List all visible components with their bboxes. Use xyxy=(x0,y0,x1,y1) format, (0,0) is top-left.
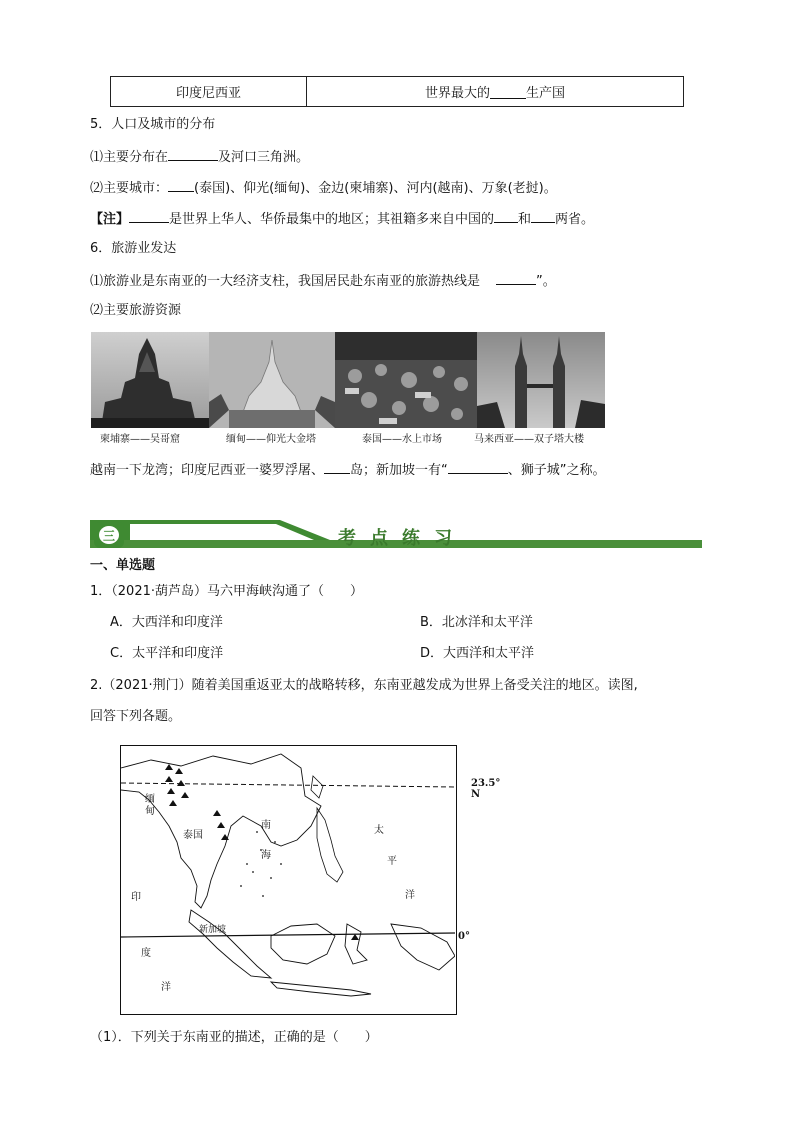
photo-shwedagon-pagoda xyxy=(209,332,335,428)
table-cell-fact xyxy=(307,77,683,106)
fact-prefix: 世界最大的 xyxy=(424,86,490,101)
section-5-heading: 5．人口及城市的分布 xyxy=(90,117,216,132)
note-label: 【注】 xyxy=(90,212,130,227)
photo-caption: 缅甸——仰光大金塔 xyxy=(226,434,316,445)
s5-line-1 xyxy=(90,147,309,167)
map-label: 平 xyxy=(387,856,397,867)
tropic-label: 23.5° N xyxy=(471,778,501,800)
answer-blank[interactable] xyxy=(168,147,218,161)
answer-blank[interactable] xyxy=(494,209,518,223)
text: ⑵主要城市： xyxy=(90,181,169,196)
s6-summary xyxy=(90,460,606,480)
photo-petronas-towers xyxy=(477,332,605,428)
map-label: 太 xyxy=(374,825,384,836)
text: 和 xyxy=(518,212,532,227)
tourism-photos xyxy=(91,332,605,428)
text: 、狮子城”之称。 xyxy=(507,463,606,478)
option-a[interactable]: A．大西洋和印度洋 xyxy=(110,615,223,630)
s6-line-1 xyxy=(90,271,556,291)
singapore-label: 新加坡 xyxy=(199,925,227,935)
equator-label: 0° xyxy=(458,931,470,942)
text: 越南一下龙湾；印度尼西亚一婆罗浮屠、 xyxy=(90,463,325,478)
text: ⑴旅游业是东南亚的一大经济支柱，我国居民赴东南亚的旅游热线是 xyxy=(90,274,481,289)
text: ”。 xyxy=(536,274,556,289)
text: 两省。 xyxy=(555,212,595,227)
map-label: 洋 xyxy=(161,982,171,993)
map-label: 缅 xyxy=(145,794,155,805)
text: (泰国)、仰光(缅甸)、金边(柬埔寨)、河内(越南)、万象(老挝)。 xyxy=(194,181,557,196)
map-label: 海 xyxy=(261,850,271,861)
answer-blank[interactable] xyxy=(531,209,555,223)
answer-blank[interactable] xyxy=(168,178,194,192)
section-banner xyxy=(90,518,702,552)
map-label: 南 xyxy=(261,820,271,831)
section-6-heading: 6．旅游业发达 xyxy=(90,241,177,256)
s5-note xyxy=(90,209,594,229)
country-text: 印度尼西亚 xyxy=(175,86,241,101)
option-b[interactable]: B．北冰洋和太平洋 xyxy=(420,615,533,630)
q2-sub-question-1: （1）．下列关于东南亚的描述，正确的是（ ） xyxy=(90,1030,378,1045)
photo-caption: 泰国——水上市场 xyxy=(362,434,442,445)
southeast-asia-map xyxy=(120,745,501,1015)
option-c[interactable]: C．太平洋和印度洋 xyxy=(110,646,224,661)
answer-blank[interactable] xyxy=(324,460,350,474)
map-label: 印 xyxy=(131,892,141,903)
answer-blank[interactable] xyxy=(490,85,526,99)
q2-stem-line-1: 2.（2021·荆门）随着美国重返亚太的战略转移，东南亚越发成为世界上备受关注的地区。读图, xyxy=(90,678,638,693)
s5-line-2 xyxy=(90,178,557,198)
map-label: 泰国 xyxy=(183,830,203,841)
map-label: 甸 xyxy=(145,806,155,817)
text: 是世界上华人、华侨最集中的地区；其祖籍多来自中国的 xyxy=(169,212,495,227)
q1-stem: 1．（2021·葫芦岛）马六甲海峡沟通了（ ） xyxy=(90,584,363,599)
s6-line-2: ⑵主要旅游资源 xyxy=(90,303,182,318)
text: ⑴主要分布在 xyxy=(90,150,169,165)
answer-blank[interactable] xyxy=(496,271,536,285)
section-title: 一、单选题 xyxy=(90,558,156,573)
badge-number: 三 xyxy=(99,526,119,544)
photo-angkor-wat xyxy=(91,332,209,428)
photo-caption: 马来西亚——双子塔大楼 xyxy=(474,434,584,445)
photo-caption: 柬埔寨——吴哥窟 xyxy=(100,434,180,445)
text: 及河口三角洲。 xyxy=(218,150,310,165)
photo-floating-market xyxy=(335,332,477,428)
banner-title: 考点练习 xyxy=(338,528,466,549)
q2-stem-line-2: 回答下列各题。 xyxy=(90,709,182,724)
table-cell-country xyxy=(111,77,307,106)
option-d[interactable]: D．大西洋和太平洋 xyxy=(420,646,535,661)
map-label: 度 xyxy=(141,948,151,959)
section-number-badge xyxy=(94,522,124,548)
map-label: 洋 xyxy=(405,890,415,901)
answer-blank[interactable] xyxy=(129,209,169,223)
fact-suffix: 生产国 xyxy=(526,86,566,101)
text: 岛；新加坡一有“ xyxy=(350,463,448,478)
answer-blank[interactable] xyxy=(448,460,508,474)
resource-table-row xyxy=(110,76,684,107)
